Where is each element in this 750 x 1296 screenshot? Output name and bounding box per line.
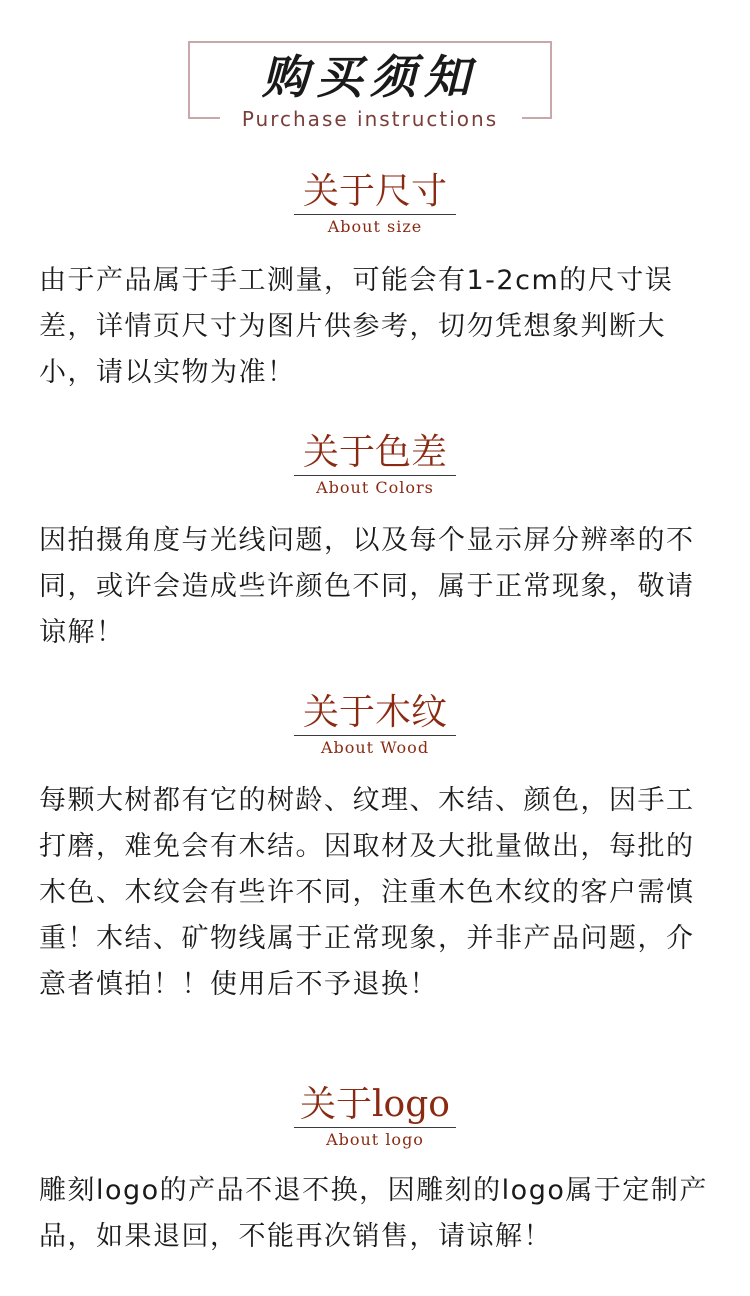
page-subtitle: Purchase instructions <box>241 107 499 131</box>
section-subtitle: About logo <box>326 1130 424 1149</box>
section-title: 关于色差 <box>302 432 447 473</box>
section-body-logo: 雕刻logo的产品不退不换，因雕刻的logo属于定制产品，如果退回，不能再次销售，请谅解！ <box>39 1175 708 1252</box>
section-title: 关于尺寸 <box>302 171 447 212</box>
section-heading-logo <box>0 1083 750 1152</box>
section-heading-size <box>0 170 750 239</box>
section-heading-wood <box>0 691 750 760</box>
section-body-colors: 因拍摄角度与光线问题，以及每个显示屏分辨率的不同，或许会造成些许颜色不同，属于正常现象，敬请谅解！ <box>39 525 695 648</box>
section-body-size: 由于产品属于手工测量，可能会有1-2cm的尺寸误差，详情页尺寸为图片供参考，切勿凭想象判断大小，请以实物为准！ <box>39 265 674 388</box>
section-body-wood: 每颗大树都有它的树龄、纹理、木结、颜色，因手工打磨，难免会有木结。因取材及大批量做出，每批的木色、木纹会有些许不同，注重木色木纹的客户需慎重！木结、矿物线属于正常现象，并非产品问题，介意者慎拍！！使用后不予退换！ <box>39 785 695 1000</box>
section-subtitle: About size <box>327 217 423 236</box>
page-title: 购买须知 <box>262 50 478 104</box>
section-subtitle: About Colors <box>316 478 434 497</box>
section-heading-colors <box>0 431 750 500</box>
section-title: 关于logo <box>300 1084 450 1125</box>
section-subtitle: About Wood <box>320 738 430 757</box>
section-title: 关于木纹 <box>302 692 447 733</box>
